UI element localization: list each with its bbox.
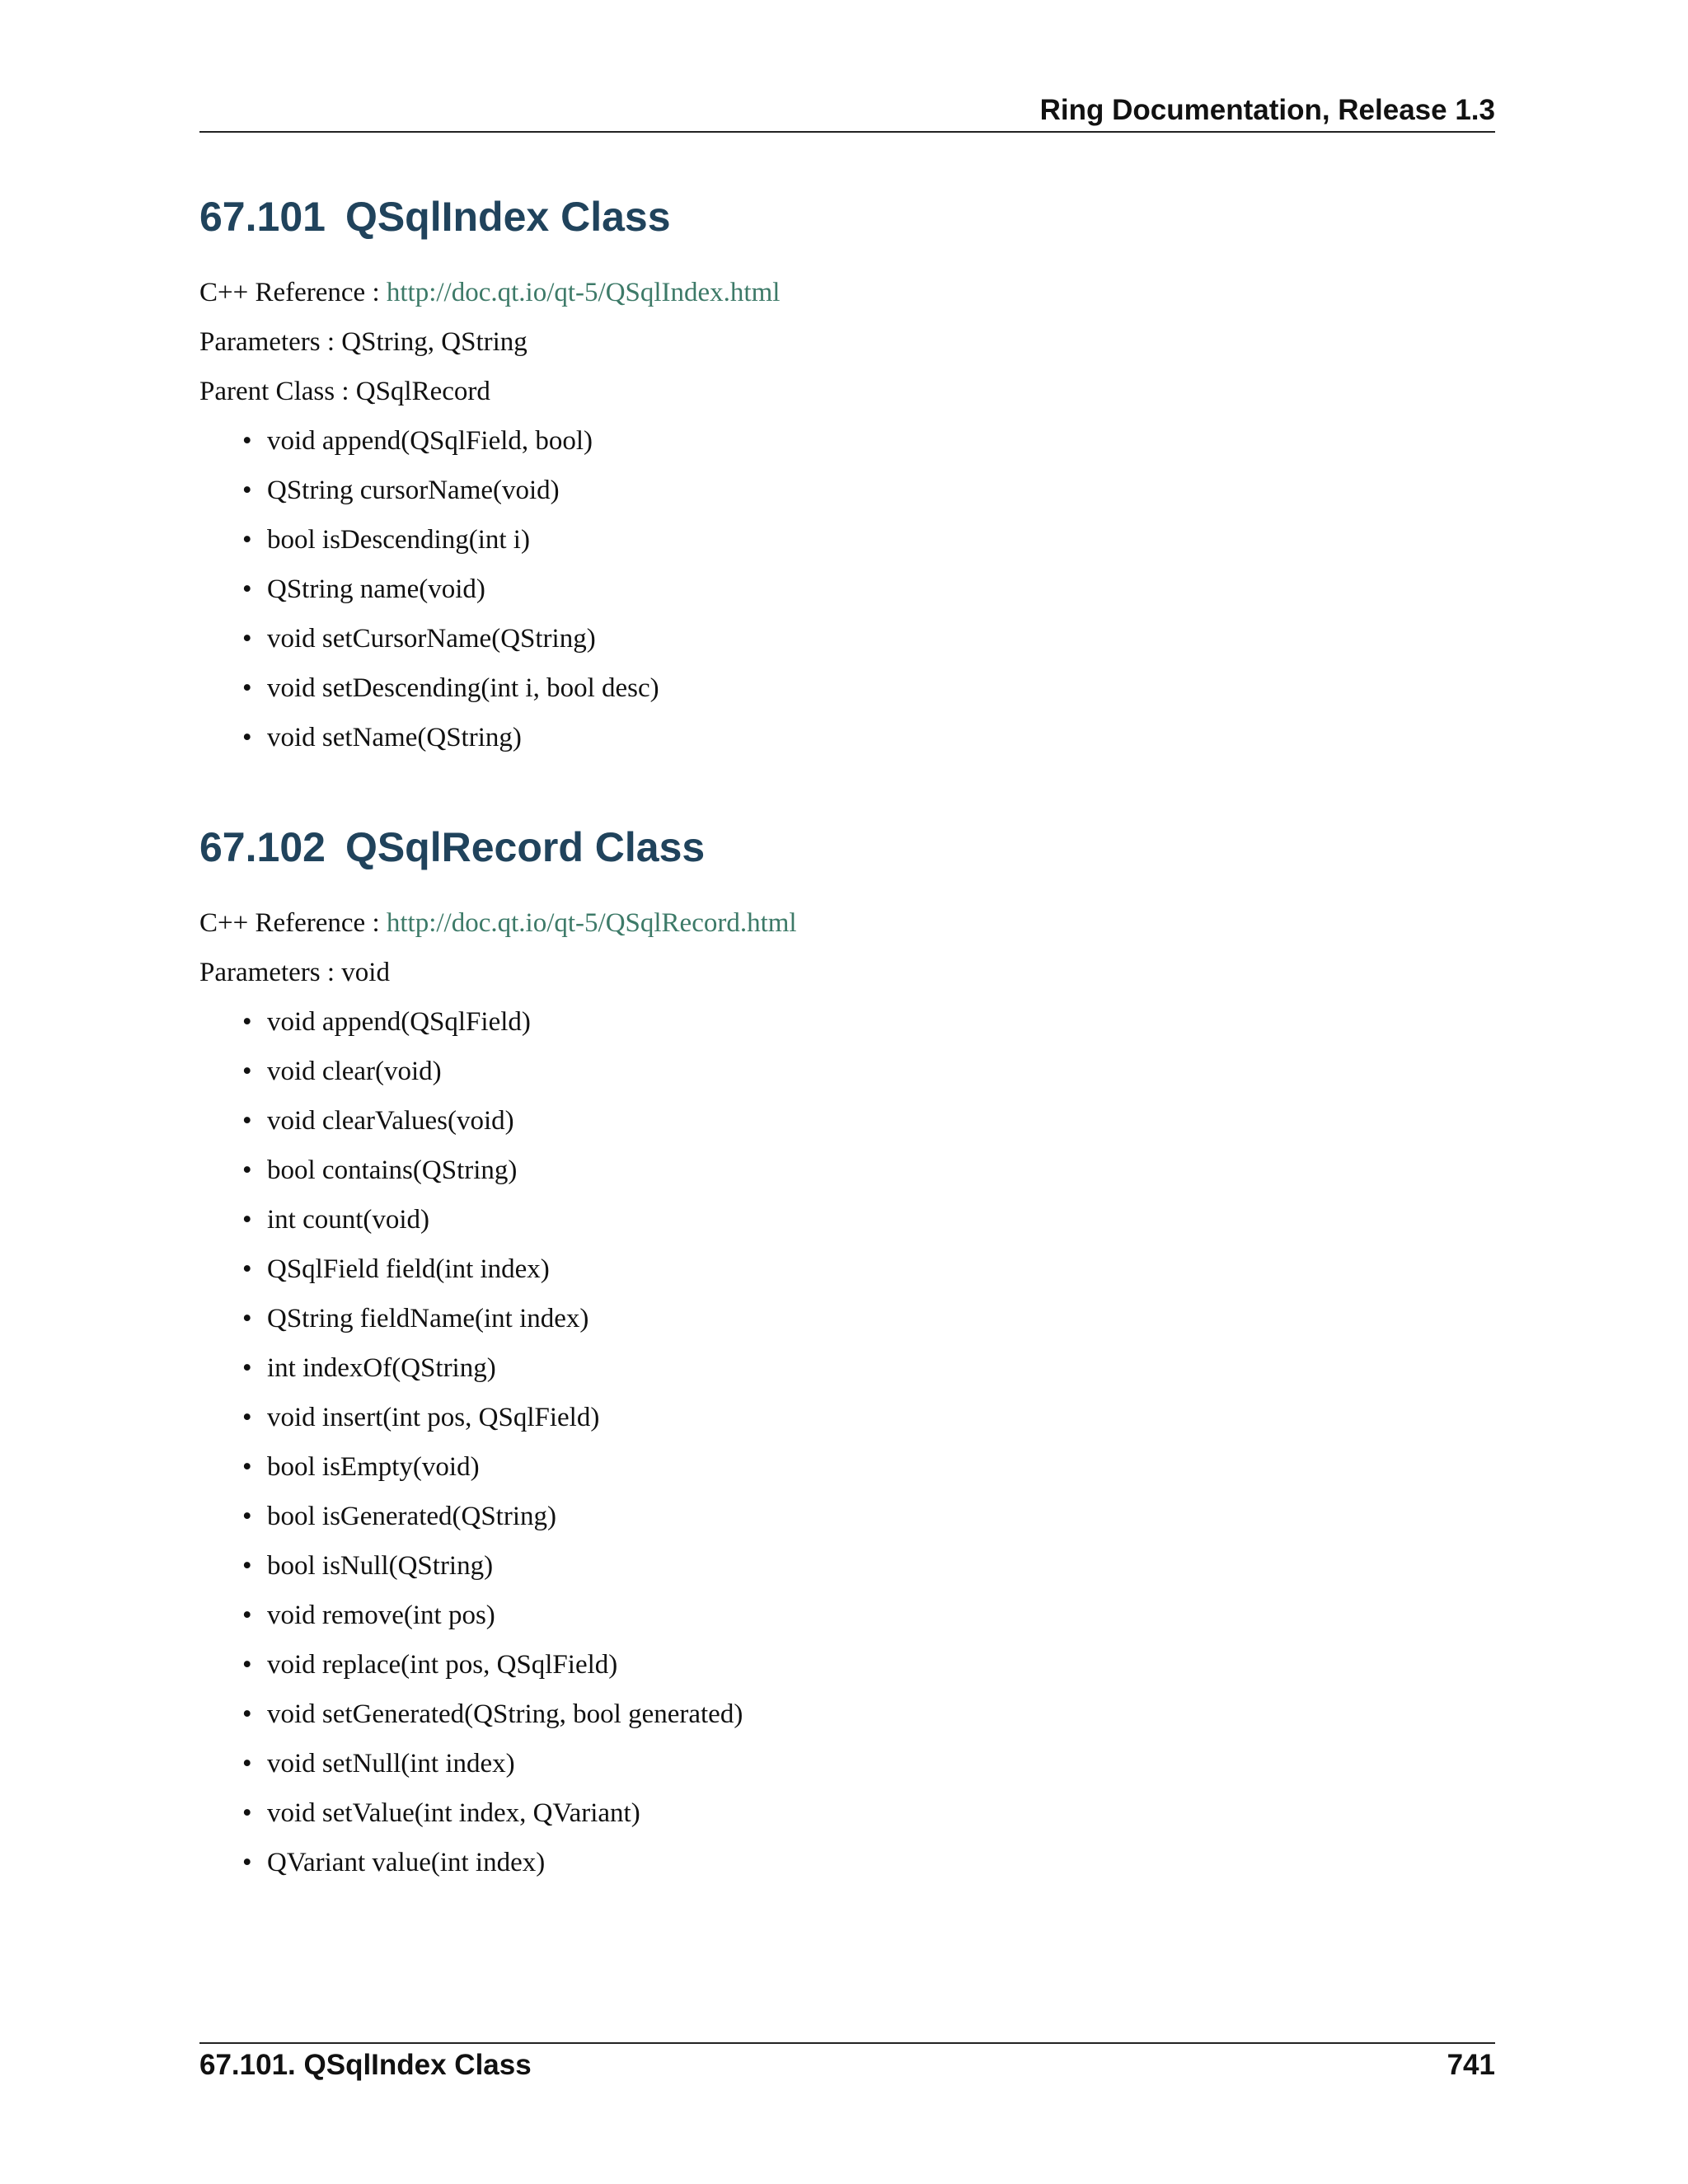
parameters-label: Parameters : [199,958,335,987]
method-item: • void setGenerated(QString, bool generated) [267,1690,1495,1739]
parameters-value: QString, QString [341,327,528,357]
method-item: • void remove(int pos) [267,1591,1495,1640]
method-item: • void setValue(int index, QVariant) [267,1788,1495,1838]
method-item: • bool isNull(QString) [267,1541,1495,1591]
section-heading [199,192,1495,241]
method-item: • int indexOf(QString) [267,1343,1495,1393]
method-item: • bool isEmpty(void) [267,1442,1495,1492]
method-item: • QVariant value(int index) [267,1838,1495,1887]
parameters-value: void [341,958,390,987]
method-item: • void append(QSqlField) [267,997,1495,1047]
method-item: • void setDescending(int i, bool desc) [267,663,1495,713]
cpp-reference-line [199,898,1495,948]
section-qsqlindex [199,192,1495,762]
parameters-line [199,948,1495,997]
running-header: Ring Documentation, Release 1.3 [1039,94,1495,126]
method-item: • QString fieldName(int index) [267,1294,1495,1343]
cpp-reference-link[interactable]: http://doc.qt.io/qt-5/QSqlRecord.html [386,908,797,938]
header-divider [199,131,1495,133]
section-qsqlrecord [199,823,1495,1887]
method-item: • int count(void) [267,1195,1495,1244]
method-item: • bool contains(QString) [267,1146,1495,1195]
section-number: 67.102 [199,824,326,870]
parent-class-value: QSqlRecord [355,377,490,406]
method-item: • void setName(QString) [267,713,1495,762]
method-item: • void insert(int pos, QSqlField) [267,1393,1495,1442]
method-item: • void setCursorName(QString) [267,614,1495,663]
section-heading [199,823,1495,872]
method-item: • QString cursorName(void) [267,466,1495,515]
section-number: 67.101 [199,194,326,240]
footer-divider [199,2042,1495,2044]
method-item: • bool isGenerated(QString) [267,1492,1495,1541]
section-title: QSqlIndex Class [345,194,671,240]
cpp-reference-label: C++ Reference : [199,278,380,307]
cpp-reference-link[interactable]: http://doc.qt.io/qt-5/QSqlIndex.html [386,278,781,307]
method-item: • void clear(void) [267,1047,1495,1096]
method-item: • void replace(int pos, QSqlField) [267,1640,1495,1690]
method-item: • void setNull(int index) [267,1739,1495,1788]
parent-class-label: Parent Class : [199,377,349,406]
cpp-reference-line [199,268,1495,317]
parameters-label: Parameters : [199,327,335,357]
running-footer [199,2047,1495,2083]
method-item: • QSqlField field(int index) [267,1244,1495,1294]
method-item: • QString name(void) [267,565,1495,614]
parent-class-line [199,367,1495,416]
method-item: • void append(QSqlField, bool) [267,416,1495,466]
method-item: • void clearValues(void) [267,1096,1495,1146]
parameters-line [199,317,1495,367]
cpp-reference-label: C++ Reference : [199,908,380,938]
method-item: • bool isDescending(int i) [267,515,1495,565]
footer-section-title: 67.101. QSqlIndex Class [199,2049,532,2081]
method-list [199,997,1495,1887]
page-number: 741 [1447,2049,1495,2081]
section-title: QSqlRecord Class [345,824,706,870]
method-list [199,416,1495,762]
